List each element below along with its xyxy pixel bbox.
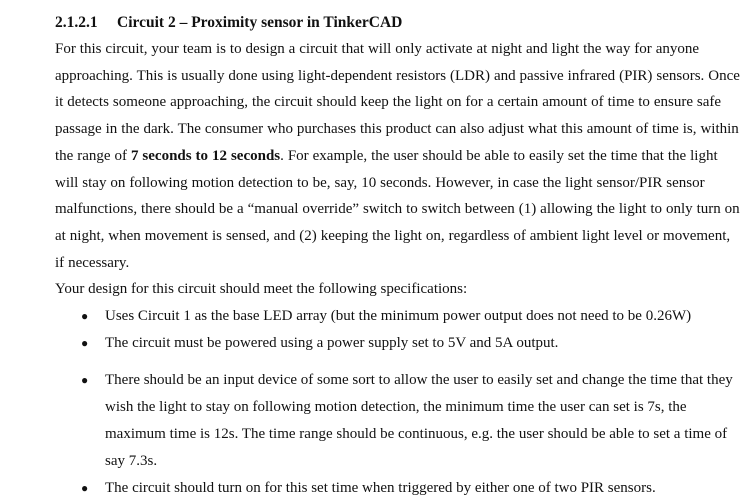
spec-text: The circuit should turn on for this set time when triggered by either one of two PIR sensors. [105, 480, 656, 497]
paragraph-bold-range: 7 seconds to 12 seconds [130, 147, 281, 164]
body-paragraph [55, 36, 740, 276]
list-item [55, 303, 740, 330]
bullet-icon: ● [81, 309, 89, 324]
specs-intro: Your design for this circuit should meet the following specifications: [55, 281, 468, 298]
spec-text: The circuit must be powered using a power supply set to 5V and 5A output. [105, 335, 559, 352]
section-number: 2.1.2.1 [55, 14, 98, 31]
spec-text: Uses Circuit 1 as the base LED array (but the minimum power output does not need to be 0.26W) [105, 308, 692, 325]
bullet-icon: ● [81, 481, 89, 496]
section-title: Circuit 2 – Proximity sensor in TinkerCAD [117, 14, 403, 31]
bullet-icon: ● [81, 373, 89, 388]
paragraph-text-part1: For this circuit, your team is to design a circuit that will only activate at night and light the way for anyone approaching. This is usually done using light-dependent resistors (LDR) and passive infrared (PIR) sensors. Once it detects someone approaching, the circuit should keep the light on for a certain amount of time to ensure safe passage in the dark. The consumer who purchases this product can also adjust what this amount of time is, within the range of [55, 41, 740, 164]
section-heading [55, 10, 740, 36]
paragraph-text-part2: . For example, the user should be able to easily set the time that the light will stay on following motion detection to be, say, 10 seconds. However, in case the light sensor/PIR sensor malfunctions, there should be a “manual override” switch to switch between (1) allowing the light to only turn on at night, when movement is sensed, and (2) keeping the light on, regardless of ambient light level or movement, if necessary. [55, 147, 740, 271]
list-item [55, 330, 740, 357]
specs-list [55, 303, 740, 502]
bullet-icon: ● [81, 336, 89, 351]
document-page [55, 10, 740, 502]
list-item [55, 367, 740, 475]
spec-text: There should be an input device of some sort to allow the user to easily set and change the time that they wish the light to stay on following motion detection, the minimum time the user can set is 7s, the maximum time is 12s. The time range should be continuous, e.g. the user should be able to set a time of say 7.3s. [105, 372, 733, 470]
list-item [55, 475, 740, 502]
